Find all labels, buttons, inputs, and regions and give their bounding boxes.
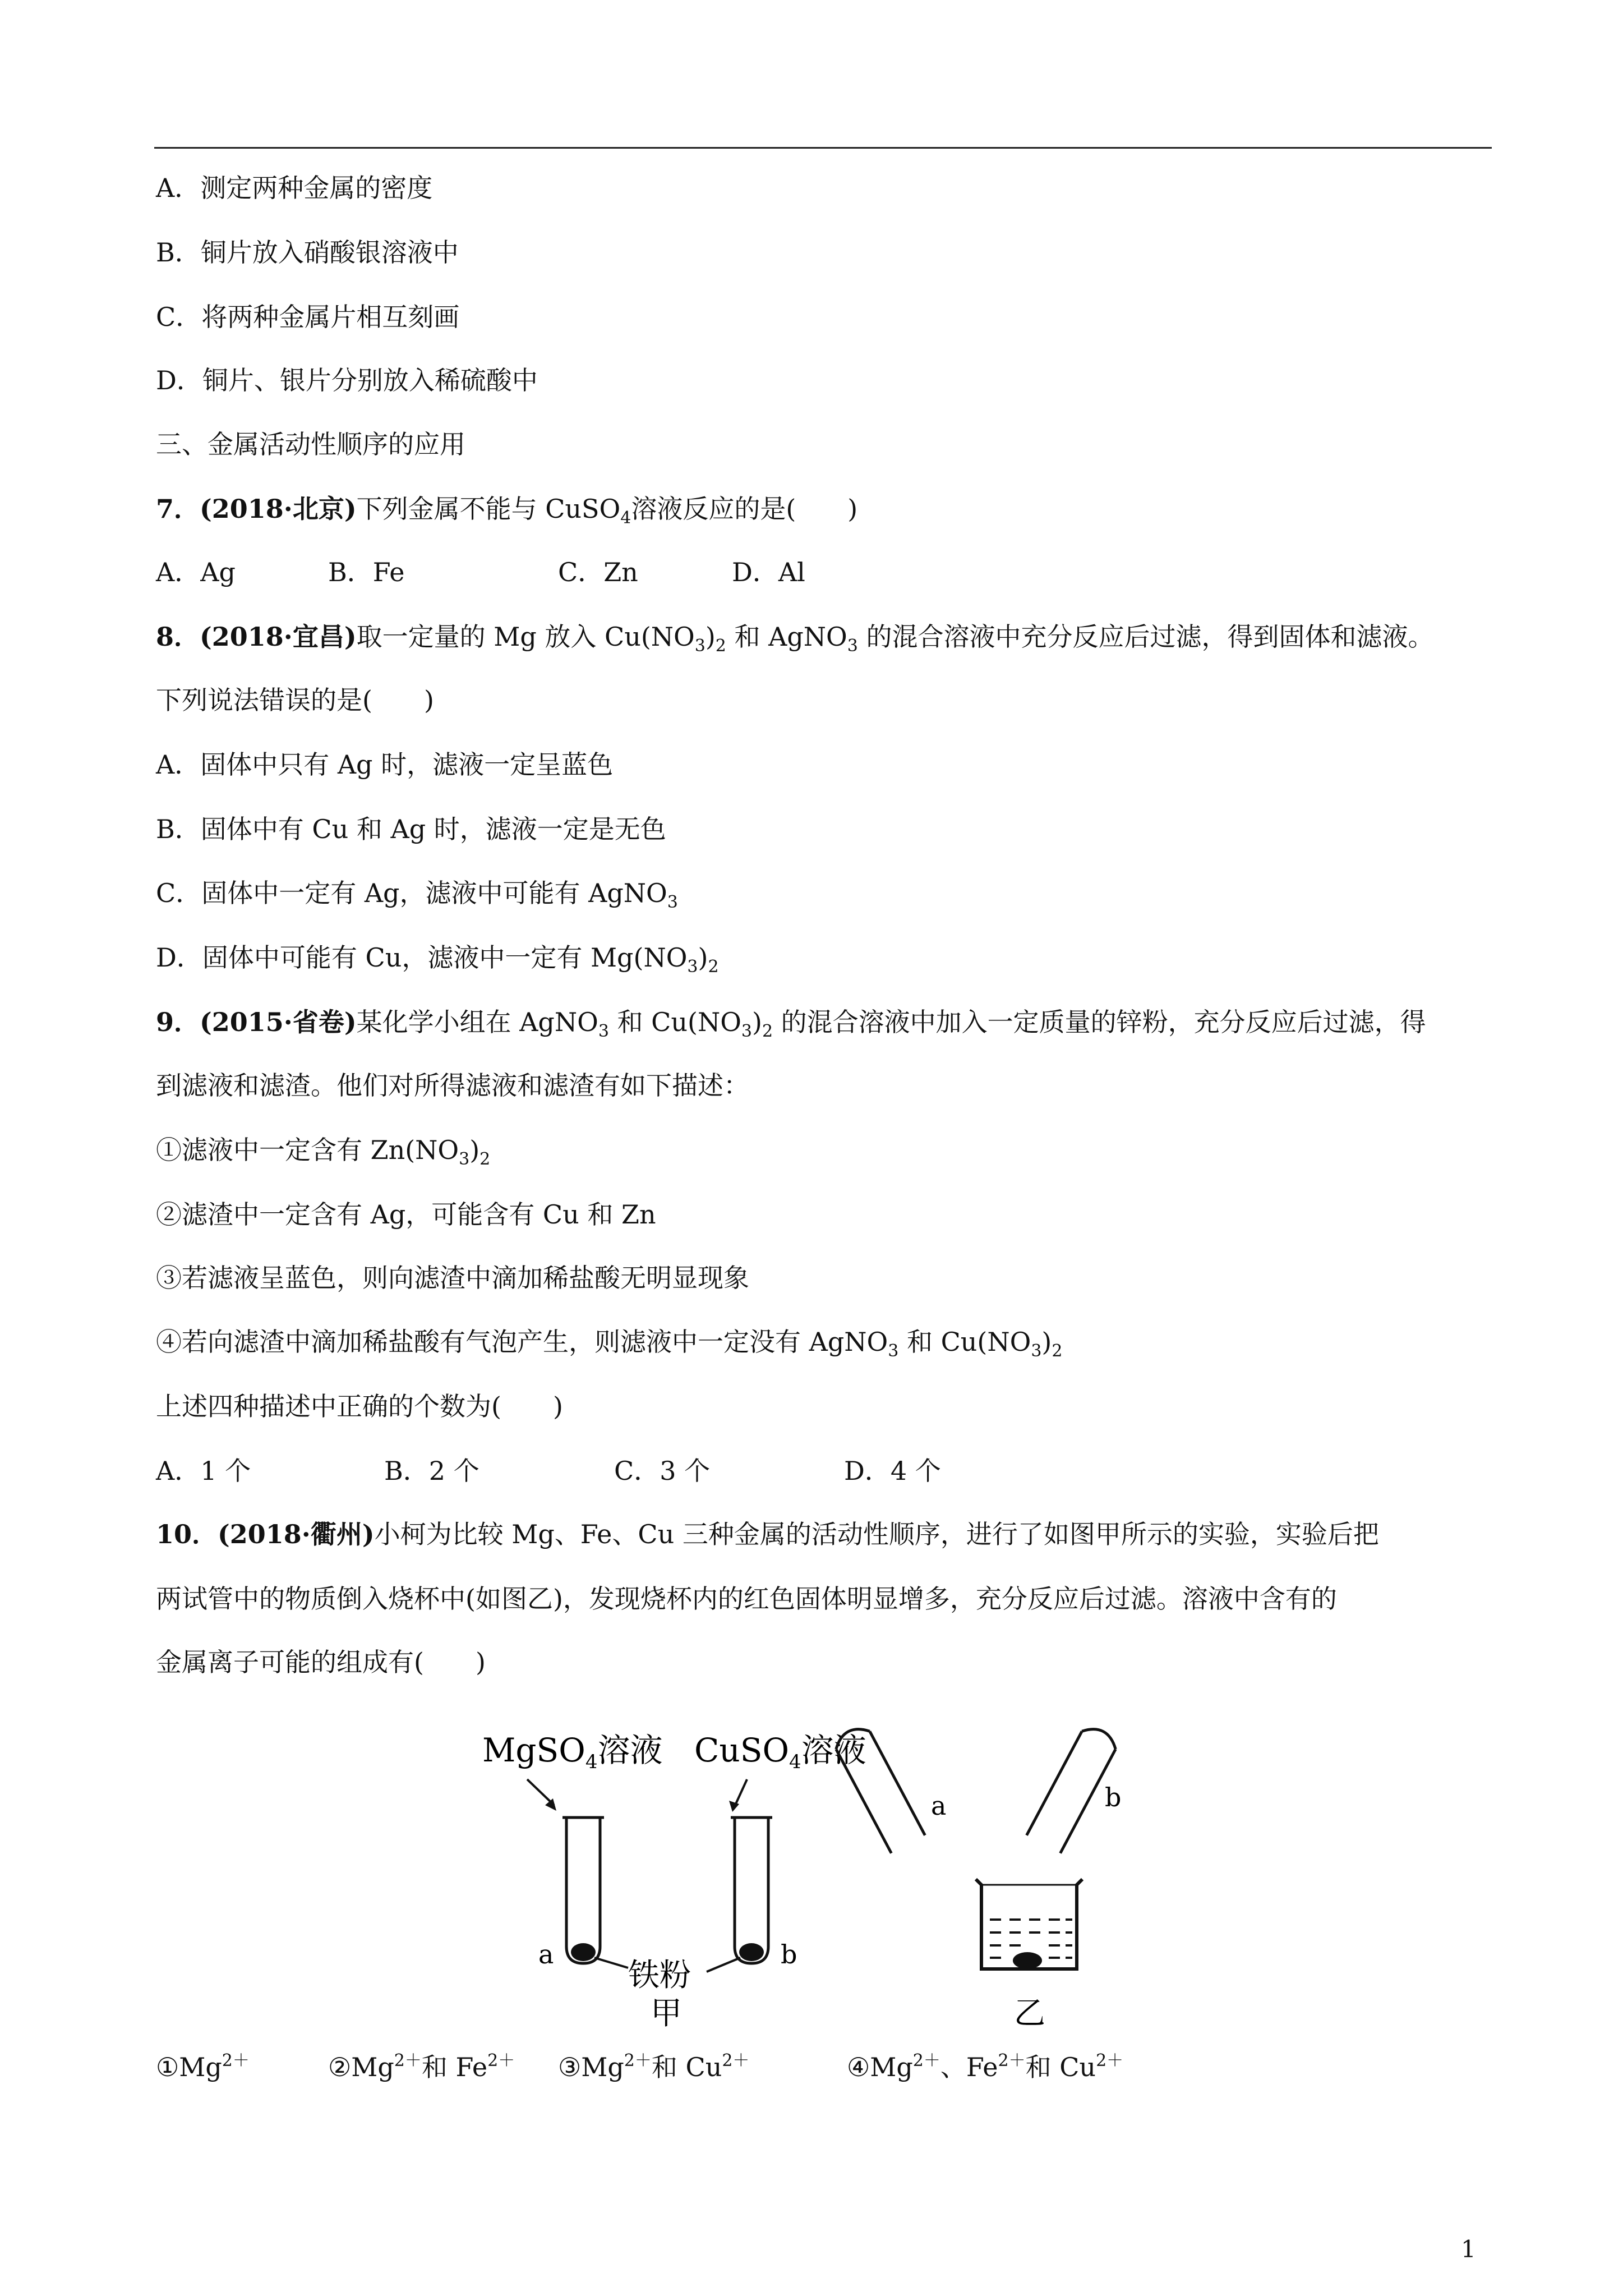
- q6-option-b: B．铜片放入硝酸银溶液中: [156, 237, 459, 268]
- q10-stem-line3: 金属离子可能的组成有( ): [156, 1647, 486, 1677]
- q9-option-c: C．3 个: [614, 1456, 711, 1486]
- q9-statement-2: ②滤渣中一定含有 Ag，可能含有 Cu 和 Zn: [156, 1199, 656, 1230]
- page-number: 1: [1461, 2235, 1476, 2263]
- q9-question: 上述四种描述中正确的个数为( ): [156, 1391, 563, 1421]
- q9-statement-1-text-2: ): [469, 1135, 480, 1165]
- figure-jia-label: 甲: [651, 1995, 682, 2031]
- subscript: 3: [1031, 1341, 1042, 1361]
- q9-option-a: A．1 个: [156, 1456, 251, 1486]
- subscript: 2: [479, 1149, 491, 1169]
- q9-text-2: 和 Cu(NO: [608, 1007, 741, 1037]
- q9-option-b: B．2 个: [384, 1456, 479, 1486]
- q6-option-a: A．测定两种金属的密度: [156, 173, 433, 203]
- subscript: 2: [715, 636, 726, 656]
- q10-option-3: [558, 2050, 749, 2084]
- charge-superscript: 2＋: [912, 2051, 940, 2070]
- subscript: 3: [888, 1341, 899, 1361]
- q10-source: (2018·衢州): [218, 1519, 375, 1549]
- q10-number: 10．: [156, 1519, 218, 1549]
- q8-option-d-text: D．固体中可能有 Cu，滤液中一定有 Mg(NO: [156, 942, 688, 973]
- q8-option-a: A．固体中只有 Ag 时，滤液一定呈蓝色: [156, 749, 614, 780]
- iron-powder-b: [739, 1943, 764, 1961]
- q8-text-1: 取一定量的 Mg 放入 Cu(NO: [356, 622, 695, 652]
- subscript: 2: [1052, 1341, 1063, 1361]
- q9-source: (2015·省卷): [200, 1007, 357, 1037]
- q10-option-3-text: ③Mg: [558, 2052, 624, 2082]
- q8-number: 8．: [156, 622, 200, 652]
- q8-option-d: [156, 941, 719, 977]
- q7-sub: 4: [620, 508, 631, 528]
- subscript: 2: [762, 1022, 773, 1041]
- pointer-line: [594, 1958, 628, 1968]
- experiment-figure: [460, 1717, 1155, 2031]
- tube-b-label: b: [781, 1939, 797, 1970]
- q9-statement-1-text: ①滤液中一定含有 Zn(NO: [156, 1135, 459, 1165]
- q10-option-2: [328, 2050, 515, 2084]
- q7-source: (2018·北京): [200, 494, 357, 524]
- q7-option-b: B．Fe: [328, 557, 405, 587]
- q10-option-4: [847, 2050, 1123, 2084]
- q7-option-c: C．Zn: [558, 557, 638, 587]
- beaker-solid: [1013, 1952, 1042, 1969]
- subscript: 3: [694, 636, 706, 656]
- beaker-liquid: [990, 1920, 1072, 1958]
- q7-stem: [156, 492, 857, 526]
- iron-powder-label: 铁粉: [628, 1957, 691, 1994]
- charge-superscript: 2＋: [998, 2051, 1026, 2070]
- subscript: 3: [667, 892, 678, 912]
- q9-stem-line1: [156, 1005, 1426, 1039]
- q9-stem-line2: 到滤液和滤渣。他们对所得滤液和滤渣有如下描述：: [156, 1070, 749, 1101]
- q7-text: 下列金属不能与 CuSO: [356, 494, 621, 524]
- subscript: 2: [708, 957, 719, 977]
- charge-superscript: 2＋: [624, 2051, 652, 2070]
- subscript: 3: [847, 636, 858, 656]
- charge-superscript: 2＋: [394, 2051, 422, 2070]
- q10-option-3-text-2: 和 Cu: [651, 2052, 722, 2082]
- q10-option-4-text-2: 、Fe: [940, 2052, 998, 2082]
- experiment-diagram: [460, 1717, 1155, 2031]
- charge-superscript: 2＋: [722, 2051, 750, 2070]
- q10-option-2-text: ②Mg: [328, 2052, 394, 2082]
- subscript: 3: [687, 957, 698, 977]
- q8-text-2: ): [705, 622, 716, 652]
- q10-text-1: 小柯为比较 Mg、Fe、Cu 三种金属的活动性顺序，进行了如图甲所示的实验，实验后把: [374, 1519, 1379, 1549]
- charge-superscript: 2＋: [222, 2051, 250, 2070]
- q9-statement-4-text: ④若向滤渣中滴加稀盐酸有气泡产生，则滤液中一定没有 AgNO: [156, 1327, 888, 1357]
- q9-statement-1: [156, 1133, 490, 1167]
- q6-option-d: D．铜片、银片分别放入稀硫酸中: [156, 365, 538, 395]
- subscript: 3: [741, 1022, 753, 1041]
- iron-powder-a: [571, 1943, 596, 1961]
- q10-stem-line1: [156, 1517, 1379, 1551]
- q7-number: 7．: [156, 494, 200, 524]
- figure-yi-label: 乙: [1014, 1995, 1045, 2031]
- section-title: 三、金属活动性顺序的应用: [156, 429, 465, 459]
- q9-statement-4-text-3: ): [1041, 1327, 1052, 1357]
- q8-option-c: [156, 876, 678, 910]
- q8-source: (2018·宜昌): [200, 622, 357, 652]
- q8-text-3: 和 AgNO: [726, 622, 847, 652]
- arrow-line: [735, 1779, 747, 1806]
- q8-option-d-text-2: ): [698, 942, 708, 973]
- q10-option-1: [156, 2050, 250, 2084]
- subscript: 3: [598, 1022, 609, 1041]
- q9-text-3: ): [752, 1007, 762, 1037]
- q7-text-end: 溶液反应的是( ): [631, 494, 858, 524]
- tube-a-label: a: [538, 1939, 554, 1970]
- pour-a-label: a: [931, 1791, 947, 1821]
- cuso4-label: CuSO$_4$溶液: [694, 1731, 866, 1773]
- q6-option-c: C．将两种金属片相互刻画: [156, 302, 460, 332]
- q9-statement-4-text-2: 和 Cu(NO: [898, 1327, 1031, 1357]
- q9-text-1: 某化学小组在 AgNO: [356, 1007, 598, 1037]
- q8-stem-line1: [156, 620, 1433, 654]
- q8-stem-line2: 下列说法错误的是( ): [156, 685, 434, 715]
- q8-text-4: 的混合溶液中充分反应后过滤，得到固体和滤液。: [857, 622, 1434, 652]
- q9-number: 9．: [156, 1007, 200, 1037]
- q10-stem-line2: 两试管中的物质倒入烧杯中(如图乙)，发现烧杯内的红色固体明显增多，充分反应后过滤。溶液中含有的: [156, 1584, 1337, 1614]
- q9-statement-3: ③若滤液呈蓝色，则向滤渣中滴加稀盐酸无明显现象: [156, 1263, 749, 1293]
- charge-superscript: 2＋: [487, 2051, 515, 2070]
- q10-option-2-text-2: 和 Fe: [421, 2052, 488, 2082]
- test-tube-a: [566, 1818, 600, 1963]
- q7-option-d: D．Al: [732, 557, 805, 587]
- arrow-head: [545, 1798, 556, 1811]
- q7-option-a: A．Ag: [156, 557, 236, 587]
- header-rule: [154, 147, 1492, 149]
- mgso4-label: MgSO$_4$溶液: [482, 1731, 663, 1773]
- q9-text-4: 的混合溶液中加入一定质量的锌粉，充分反应后过滤，得: [773, 1007, 1426, 1037]
- q10-option-1-text: ①Mg: [156, 2052, 222, 2082]
- pour-b-label: b: [1105, 1782, 1122, 1812]
- q10-option-4-text-3: 和 Cu: [1025, 2052, 1096, 2082]
- test-tube-b: [735, 1818, 768, 1963]
- q9-statement-4: [156, 1325, 1062, 1359]
- q9-option-d: D．4 个: [844, 1456, 941, 1486]
- q8-option-b: B．固体中有 Cu 和 Ag 时，滤液一定是无色: [156, 814, 666, 844]
- subscript: 3: [459, 1149, 470, 1169]
- q8-option-c-text: C．固体中一定有 Ag，滤液中可能有 AgNO: [156, 878, 667, 908]
- pointer-line: [707, 1958, 740, 1972]
- charge-superscript: 2＋: [1096, 2051, 1124, 2070]
- q10-option-4-text: ④Mg: [847, 2052, 913, 2082]
